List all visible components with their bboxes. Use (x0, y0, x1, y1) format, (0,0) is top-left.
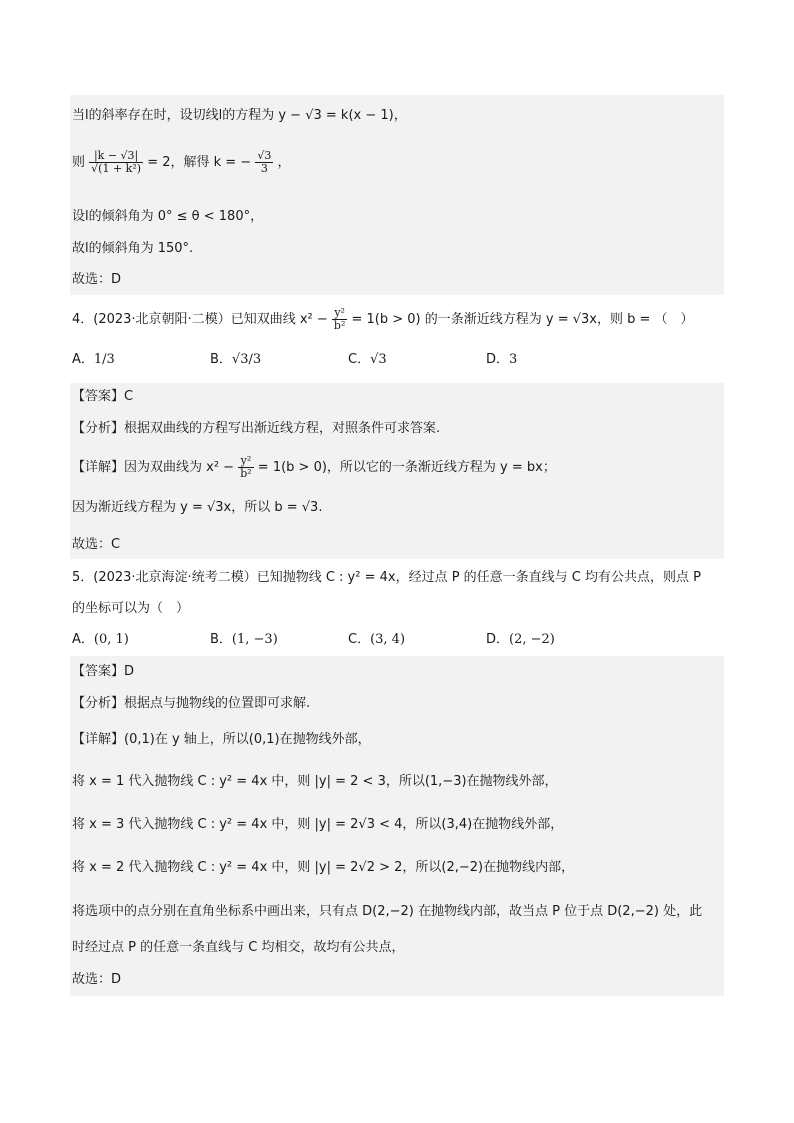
q5-stem-line-1: 5．(2023·北京海淀·统考二模）已知抛物线 C : y² = 4x，经过点 P 的任意一条直线与 C 均有公共点，则点 P (72, 570, 701, 585)
q4-option-c-value: √3 (370, 352, 387, 367)
q4-stem-fraction-numerator: y² (332, 307, 347, 320)
q4-option-d-value: 3 (509, 352, 518, 367)
q5-detail-6: 时经过点 P 的任意一条直线与 C 均相交，故均有公共点， (72, 940, 405, 955)
q3-fraction-numerator: |k − √3| (89, 150, 143, 163)
q3-line-2 (72, 150, 291, 175)
q4-option-d-label: D． (486, 352, 510, 367)
q5-option-c-value: (3, 4) (370, 632, 406, 647)
q5-option-c-label: C． (348, 632, 371, 647)
q5-option-b-value: (1, −3) (231, 632, 278, 647)
q5-detail-4: 将 x = 2 代入抛物线 C : y² = 4x 中，则 |y| = 2√2 > 2，所以(2,−2)在抛物线内部， (72, 860, 575, 875)
q4-stem (72, 307, 694, 332)
q5-detail-3: 将 x = 3 代入抛物线 C : y² = 4x 中，则 |y| = 2√3 < 4，所以(3,4)在抛物线外部， (72, 817, 564, 832)
q4-detail-suffix: = 1(b > 0)，所以它的一条渐近线方程为 y = bx； (257, 460, 556, 475)
q3-fraction (89, 150, 143, 175)
q3-line-2-middle: = 2，解得 k = − (147, 155, 252, 170)
q3-line-3: 设l的倾斜角为 0° ≤ θ < 180°， (72, 209, 264, 224)
q4-detail-1 (72, 455, 556, 480)
q3-result-denominator: 3 (260, 162, 268, 175)
q4-choose: 故选：C (72, 537, 121, 552)
q5-option-b-label: B． (210, 632, 232, 647)
q5-detail-2: 将 x = 1 代入抛物线 C : y² = 4x 中，则 |y| = 2 < 3，所以(1,−3)在抛物线外部， (72, 774, 558, 789)
q4-option-d (486, 350, 517, 370)
q3-choose: 故选：D (72, 272, 122, 287)
q5-option-a-value: (0, 1) (93, 632, 129, 647)
q3-line-4: 故l的倾斜角为 150°. (72, 241, 194, 256)
q5-option-a (72, 630, 129, 650)
q4-stem-fraction-denominator: b² (333, 319, 346, 332)
q3-line-1: 当l的斜率存在时，设切线l的方程为 y − √3 = k(x − 1)， (72, 108, 407, 123)
q5-option-a-label: A． (72, 632, 94, 647)
q4-option-b-label: B． (210, 352, 232, 367)
q4-option-b-value: √3/3 (231, 352, 262, 367)
q4-option-a (72, 350, 115, 370)
q4-option-a-value: 1/3 (93, 352, 115, 367)
q4-analysis: 【分析】根据双曲线的方程写出渐近线方程，对照条件可求答案. (72, 421, 441, 436)
q4-detail-prefix: 【详解】因为双曲线为 x² − (72, 460, 235, 475)
q5-option-c (348, 630, 405, 650)
q4-stem-prefix: 4．(2023·北京朝阳·二模）已知双曲线 x² − (72, 312, 328, 327)
q4-detail-fraction (238, 455, 253, 480)
q4-detail-fraction-numerator: y² (238, 455, 253, 468)
q4-detail-fraction-denominator: b² (240, 467, 252, 480)
q3-fraction-denominator: √(1 + k²) (91, 162, 142, 175)
q4-option-b (210, 350, 261, 370)
q4-stem-suffix: = 1(b > 0) 的一条渐近线方程为 y = √3x，则 b = （ ） (351, 312, 694, 327)
q4-stem-fraction (332, 307, 347, 332)
q3-result-numerator: √3 (257, 149, 272, 162)
q4-detail-2: 因为渐近线方程为 y = √3x，所以 b = √3. (72, 500, 323, 515)
q5-option-d-label: D． (486, 632, 510, 647)
q4-answer: 【答案】C (72, 389, 134, 404)
q5-analysis: 【分析】根据点与抛物线的位置即可求解. (72, 696, 311, 711)
q3-result-fraction (255, 150, 273, 175)
q3-line-2-prefix: 则 (72, 155, 86, 170)
q5-option-b (210, 630, 278, 650)
q5-stem-line-2: 的坐标可以为（ ） (72, 601, 190, 616)
q5-detail-5: 将选项中的点分别在直角坐标系中画出来，只有点 D(2,−2) 在抛物线内部，故当点 P 位于点 D(2,−2) 处，此 (72, 904, 703, 919)
q5-detail-1: 【详解】(0,1)在 y 轴上，所以(0,1)在抛物线外部， (72, 732, 371, 747)
q4-option-a-label: A． (72, 352, 94, 367)
q4-option-c-label: C． (348, 352, 371, 367)
q5-choose: 故选：D (72, 972, 122, 987)
q5-answer: 【答案】D (72, 664, 135, 679)
q5-option-d (486, 630, 555, 650)
q5-option-d-value: (2, −2) (509, 632, 555, 647)
q4-option-c (348, 350, 387, 370)
q3-line-2-end: ， (277, 155, 291, 170)
